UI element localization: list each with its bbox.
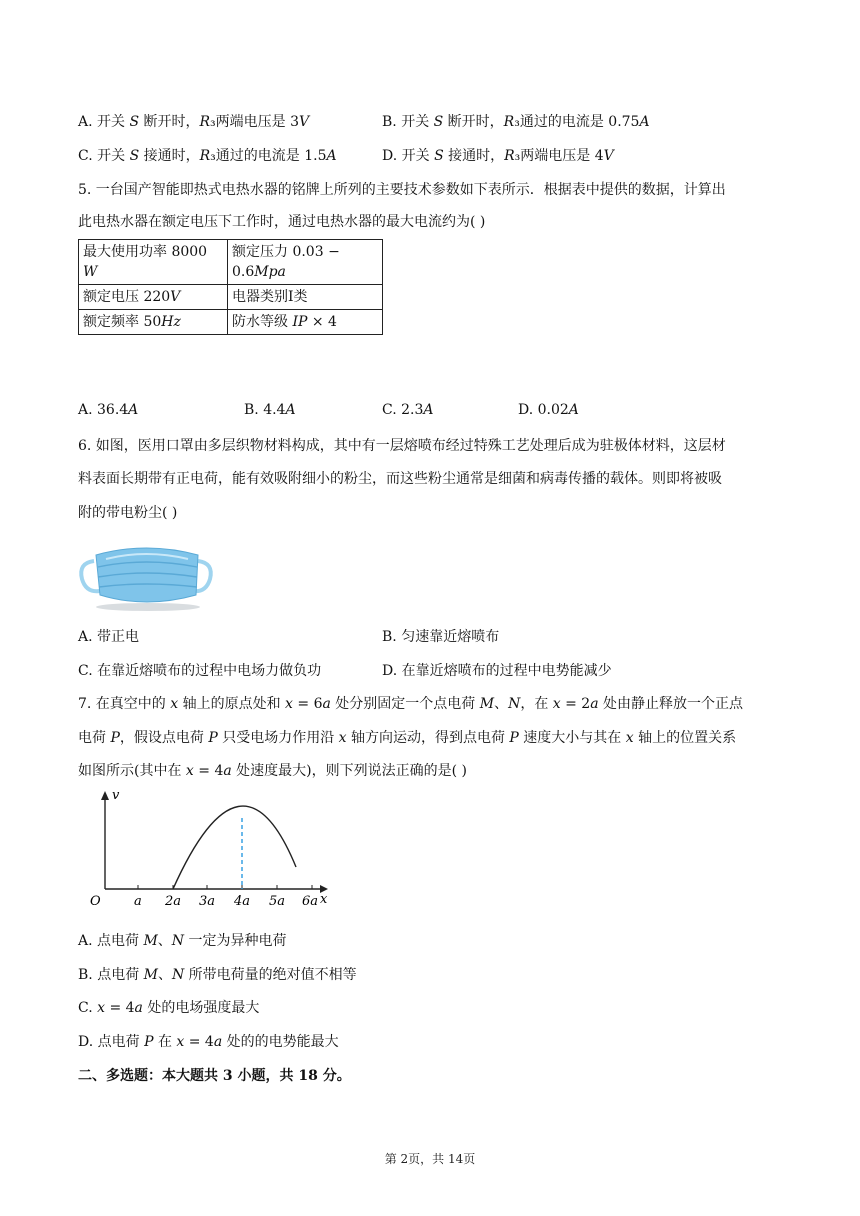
y-axis-arrow-icon [101,791,109,800]
spec-cell-frequency: 额定频率 50𝐻𝑧 [79,310,228,335]
spec-cell-pressure-part1: 额定压力 0.03 − [232,244,340,260]
spec-cell-pressure [228,240,383,285]
q7-stem-line2: 电荷 𝑃，假设点电荷 𝑃 只受电场力作用沿 𝑥 轴方向运动，得到点电荷 𝑃 速度大小与其在 𝑥 轴上的位置关系 [78,730,737,746]
spec-cell-power: 最大使用功率 8000 𝑊 [79,240,228,285]
q6-stem-line3: 附的带电粉尘( ) [78,505,178,521]
q5-option-a: A. 36.4𝐴 [78,402,139,418]
spec-cell-pressure-part2: 0.6𝑀𝑝𝑎 [232,264,286,280]
spec-cell-waterproof: 防水等级 𝐼𝑃 × 4 [228,310,383,335]
q4-option-a: A. 开关 𝑆 断开时，𝑅₃两端电压是 3𝑉 [78,114,310,130]
q5-option-d: D. 0.02𝐴 [518,402,579,418]
x-axis-label: x [320,892,328,907]
tick-label-4a: 4a [234,894,251,909]
section-heading-multiple-choice: 二、多选题：本大题共 3 小题，共 18 分。 [78,1068,351,1084]
page-number-footer: 第 2页，共 14页 [384,1152,476,1166]
tick-label-3a: 3a [199,894,216,909]
q6-option-b: B. 匀速靠近熔喷布 [382,629,500,645]
face-mask-image [76,533,216,613]
q7-option-b: B. 点电荷 𝑀、𝑁 所带电荷量的绝对值不相等 [78,967,357,983]
q6-stem-line1: 6. 如图，医用口罩由多层织物材料构成，其中有一层熔喷布经过特殊工艺处理后成为驻极体材料，这层材 [78,438,726,454]
q5-stem-line1: 5. 一台国产智能即热式电热水器的铭牌上所列的主要技术参数如下表所示．根据表中提供的数据，计算出 [78,182,726,198]
y-axis-label: v [112,788,120,803]
q6-option-c: C. 在靠近熔喷布的过程中电场力做负功 [78,663,322,679]
q7-stem-line1: 7. 在真空中的 𝑥 轴上的原点处和 𝑥 = 6𝑎 处分别固定一个点电荷 𝑀、𝑁，在 𝑥 = 2𝑎 处由静止释放一个正点 [78,696,743,712]
q6-stem-line2: 料表面长期带有正电荷，能有效吸附细小的粉尘，而这些粉尘通常是细菌和病毒传播的载体。则即将被吸 [78,471,722,487]
velocity-curve [173,806,296,889]
tick-label-6a: 6a [302,894,319,909]
q5-option-c: C. 2.3𝐴 [382,402,434,418]
q5-stem-line2: 此电热水器在额定电压下工作时，通过电热水器的最大电流约为( ) [78,214,486,230]
tick-label-2a: 2a [165,894,182,909]
tick-label-a: a [134,894,142,909]
spec-cell-class: 电器类别Ⅰ类 [228,285,383,310]
q7-option-a: A. 点电荷 𝑀、𝑁 一定为异种电荷 [78,933,287,949]
origin-label: O [90,894,101,909]
velocity-position-graph [76,785,336,910]
spec-table [78,239,383,335]
q6-option-d: D. 在靠近熔喷布的过程中电势能减少 [382,663,612,679]
q7-option-c: C. 𝑥 = 4𝑎 处的电场强度最大 [78,1000,260,1016]
tick-label-5a: 5a [269,894,286,909]
q5-option-b: B. 4.4𝐴 [244,402,296,418]
q7-option-d: D. 点电荷 𝑃 在 𝑥 = 4𝑎 处的的电势能最大 [78,1034,339,1050]
spec-cell-voltage: 额定电压 220𝑉 [79,285,228,310]
q6-option-a: A. 带正电 [78,629,140,645]
q7-stem-line3: 如图所示(其中在 𝑥 = 4𝑎 处速度最大)，则下列说法正确的是( ) [78,763,467,779]
q4-option-c: C. 开关 𝑆 接通时，𝑅₃通过的电流是 1.5𝐴 [78,148,337,164]
q4-option-b: B. 开关 𝑆 断开时，𝑅₃通过的电流是 0.75𝐴 [382,114,650,130]
q4-option-d: D. 开关 𝑆 接通时，𝑅₃两端电压是 4𝑉 [382,148,614,164]
